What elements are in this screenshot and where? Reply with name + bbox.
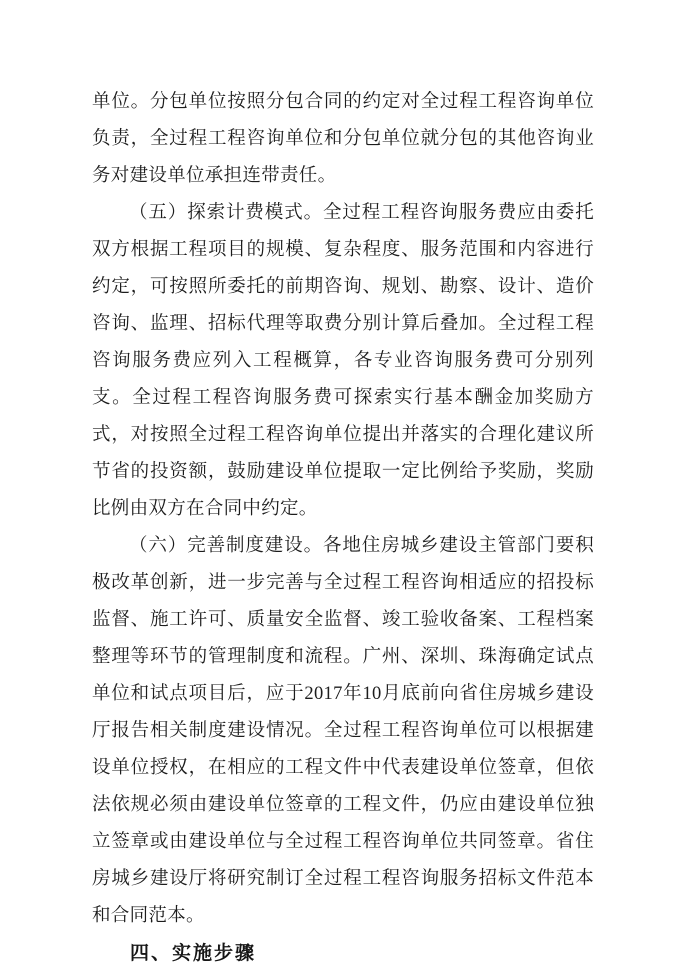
paragraph-fee-model <box>92 195 594 528</box>
section-heading-text: 四、实施步骤 <box>130 943 257 962</box>
document-text-block <box>92 84 594 962</box>
paragraph-text: 单位。分包单位按照分包合同的约定对全过程工程咨询单位负责，全过程工程咨询单位和分包单位就分包的其他咨询业务对建设单位承担连带责任。 <box>92 92 594 186</box>
paragraph-lead-label: （六）完善制度建设。 <box>129 536 323 556</box>
paragraph-system-building <box>92 528 594 935</box>
paragraph-subcontract-liability <box>92 84 594 195</box>
paragraph-lead-label: （五）探索计费模式。 <box>129 203 323 223</box>
section-heading-implementation-steps <box>92 935 594 962</box>
paragraph-text: 全过程工程咨询服务费应由委托双方根据工程项目的规模、复杂程度、服务范围和内容进行约定，可按照所委托的前期咨询、规划、勘察、设计、造价咨询、监理、招标代理等取费分别计算后叠加。全过程工程咨询服务费应列入工程概算，各专业咨询服务费可分别列支。全过程工程咨询服务费可探索实行基本酬金加奖励方式，对按照全过程工程咨询单位提出并落实的合理化建议所节省的投资额，鼓励建设单位提取一定比例给予奖励，奖励比例由双方在合同中约定。 <box>92 203 594 519</box>
paragraph-text: 各地住房城乡建设主管部门要积极改革创新，进一步完善与全过程工程咨询相适应的招投标监督、施工许可、质量安全监督、竣工验收备案、工程档案整理等环节的管理制度和流程。广州、深圳、珠海确定试点单位和试点项目后，应于2017年10月底前向省住房城乡建设厅报告相关制度建设情况。全过程工程咨询单位可以根据建设单位授权，在相应的工程文件中代表建设单位签章，但依法依规必须由建设单位签章的工程文件，仍应由建设单位独立签章或由建设单位与全过程工程咨询单位共同签章。省住房城乡建设厅将研究制订全过程工程咨询服务招标文件范本和合同范本。 <box>92 536 594 926</box>
